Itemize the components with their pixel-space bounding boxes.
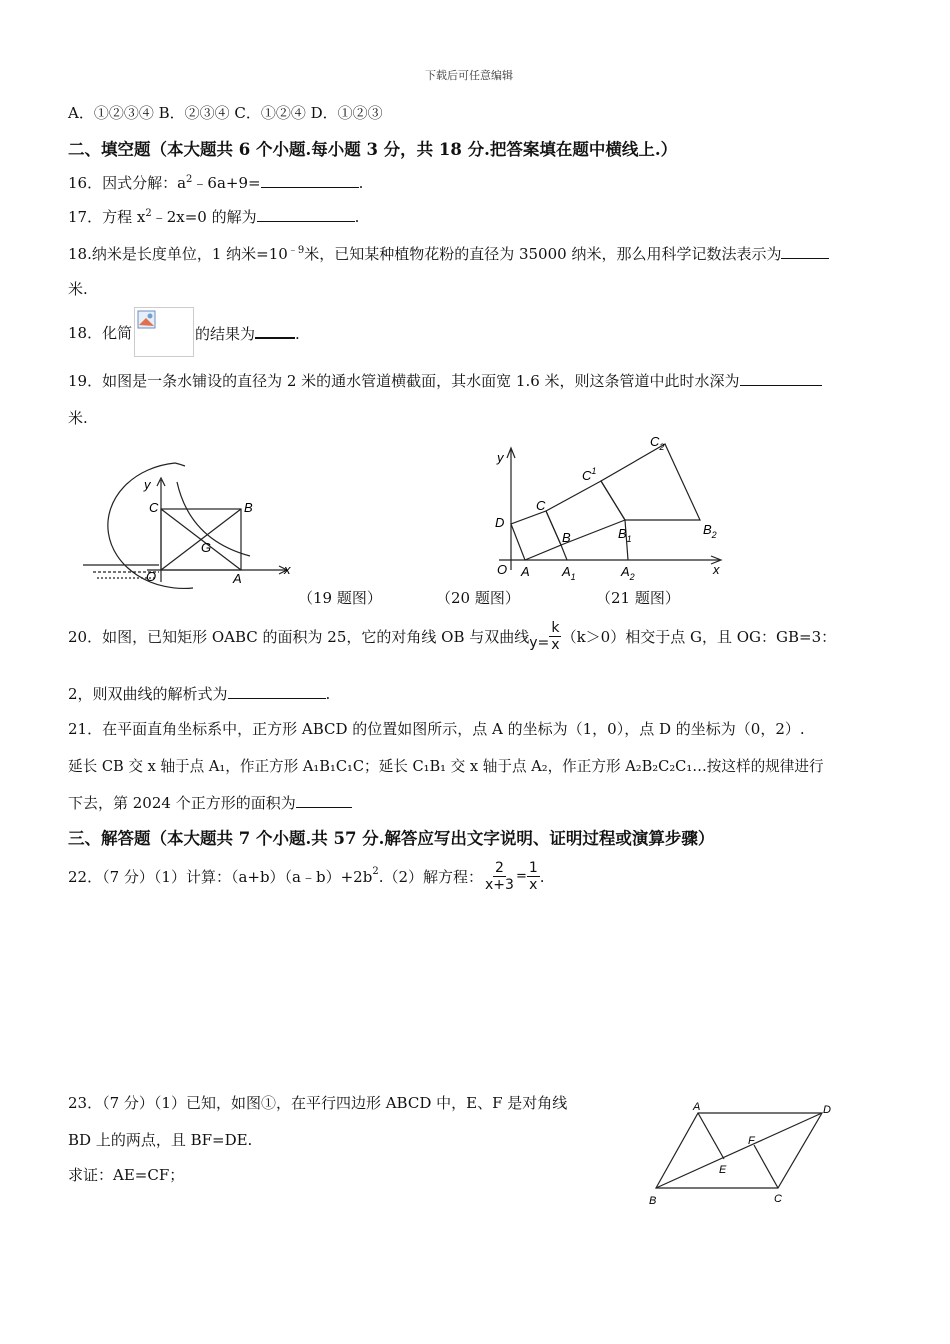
question-20: 20．如图，已知矩形 OABC 的面积为 25，它的对角线 OB 与双曲线 y= $\frac{k}{x}$ （k＞0）相交于点 G，且 OG：GB=3： [68,620,837,654]
label-B2: $B_2$ [703,522,717,540]
answer-blank[interactable] [296,792,352,808]
question-21-line2: 延长 CB 交 x 轴于点 A₁，作正方形 A₁B₁C₁C；延长 C₁B₁ 交 x 轴于点 A₂，作正方形 A₂B₂C₂C₁…按这样的规律进行 [68,758,824,775]
question-18-line2: 米. [68,280,88,298]
answer-blank[interactable] [781,243,829,259]
label-B1: $B_1$ [618,526,632,544]
figure-21-squares [485,430,735,585]
label-x: x [284,562,291,577]
answer-blank[interactable] [257,206,355,222]
label-A1: $A_1$ [562,564,576,582]
label-C2: $C_2$ [650,434,665,452]
question-21-line1: 21．在平面直角坐标系中，正方形 ABCD 的位置如图所示，点 A 的坐标为（1，0），点 D 的坐标为（0，2）. [68,720,805,738]
fraction-1-over-x: $\frac{1}{x}$ [528,860,538,894]
label-B: B [649,1195,657,1207]
answer-blank[interactable] [255,322,295,339]
previous-question-options: A．①②③④ B．②③④ C．①②④ D．①②③ [68,104,383,122]
fraction-2-over-x-plus-3: $\frac{2}{x+3}$ [485,860,514,894]
question-18-simplify-rest: 的结果为 . [195,322,300,344]
label-A2: $A_2$ [621,564,635,582]
label-D: D [495,515,505,530]
answer-blank[interactable] [228,683,326,699]
square-A2B2C2C1 [601,444,700,520]
page-header: 下载后可任意编辑 [425,69,513,82]
label-A: A [233,571,242,586]
question-18-simplify: 18．化简 [68,324,133,342]
label-C: C [149,500,159,515]
label-O: O [146,569,157,584]
caption-fig21: （21 题图） [596,589,680,607]
question-17: 17．方程 $x^2﹣2x=0$ 的解为 . [68,208,360,226]
square-A1B1C1C [546,481,625,545]
question-23-line2: BD 上的两点，且 BF=DE. [68,1131,253,1149]
question-20-line2: 2，则双曲线的解析式为 . [68,685,331,703]
label-B: B [562,530,571,545]
square-ABCD [511,511,561,560]
broken-image-icon [137,310,157,330]
label-E: E [719,1164,727,1176]
question-19-line2: 米. [68,409,88,427]
label-C: C [536,498,546,513]
caption-fig20: （20 题图） [436,589,520,607]
missing-image-placeholder [134,307,194,357]
figure-23-parallelogram [640,1098,840,1210]
caption-fig19: （19 题图） [298,589,382,607]
question-23-line3: 求证：AE=CF； [68,1166,185,1184]
label-A: A [521,564,530,579]
diagonal-BD [656,1113,822,1188]
question-23-line1: 23．（7 分）（1）已知，如图①，在平行四边形 ABCD 中，E、F 是对角线 [68,1094,568,1112]
label-B: B [244,500,253,515]
answer-blank[interactable] [740,370,822,386]
label-C1: $C^1$ [582,466,597,483]
figure-19-pipe-and-hyperbola [75,460,305,590]
segment-CF [754,1145,778,1188]
section-3-title: 三、解答题（本大题共 7 个小题.共 57 分.解答应写出文字说明、证明过程或演算步骤） [68,829,715,848]
answer-blank[interactable] [261,172,359,188]
question-21-line3: 下去，第 2024 个正方形的面积为 [68,792,352,813]
label-A: A [693,1101,701,1113]
segment-AE [698,1113,724,1159]
label-O: O [497,562,508,577]
fraction-k-over-x: $\frac{k}{x}$ [551,620,560,654]
section-2-title: 二、填空题（本大题共 6 个小题.每小题 3 分，共 18 分.把答案填在题中横线上.） [68,140,678,159]
question-22: 22．（7 分）（1）计算：（a+b）（a﹣b）+2b $^2$ .（2）解方程： $\frac{2}{x+3}$ = $\frac{1}{x}$ . [68,860,545,894]
label-F: F [748,1135,755,1147]
question-16: 16．因式分解：$a^2﹣6a+9=$ . [68,174,364,192]
label-C: C [774,1193,782,1205]
label-G: G [201,540,212,555]
label-y: y [144,477,151,492]
label-y: y [497,450,504,465]
question-19: 19．如图是一条水铺设的直径为 2 米的通水管道横截面，其水面宽 1.6 米，则这条管道中此时水深为 [68,370,822,391]
question-18-scientific-notation: 18.纳米是长度单位，1 纳米$=10^{﹣9}$米，已知某种植物花粉的直径为 35000 纳米，那么用科学记数法表示为 [68,241,829,264]
label-x: x [713,562,720,577]
hyperbola-curve [177,482,250,556]
label-D: D [823,1104,831,1116]
